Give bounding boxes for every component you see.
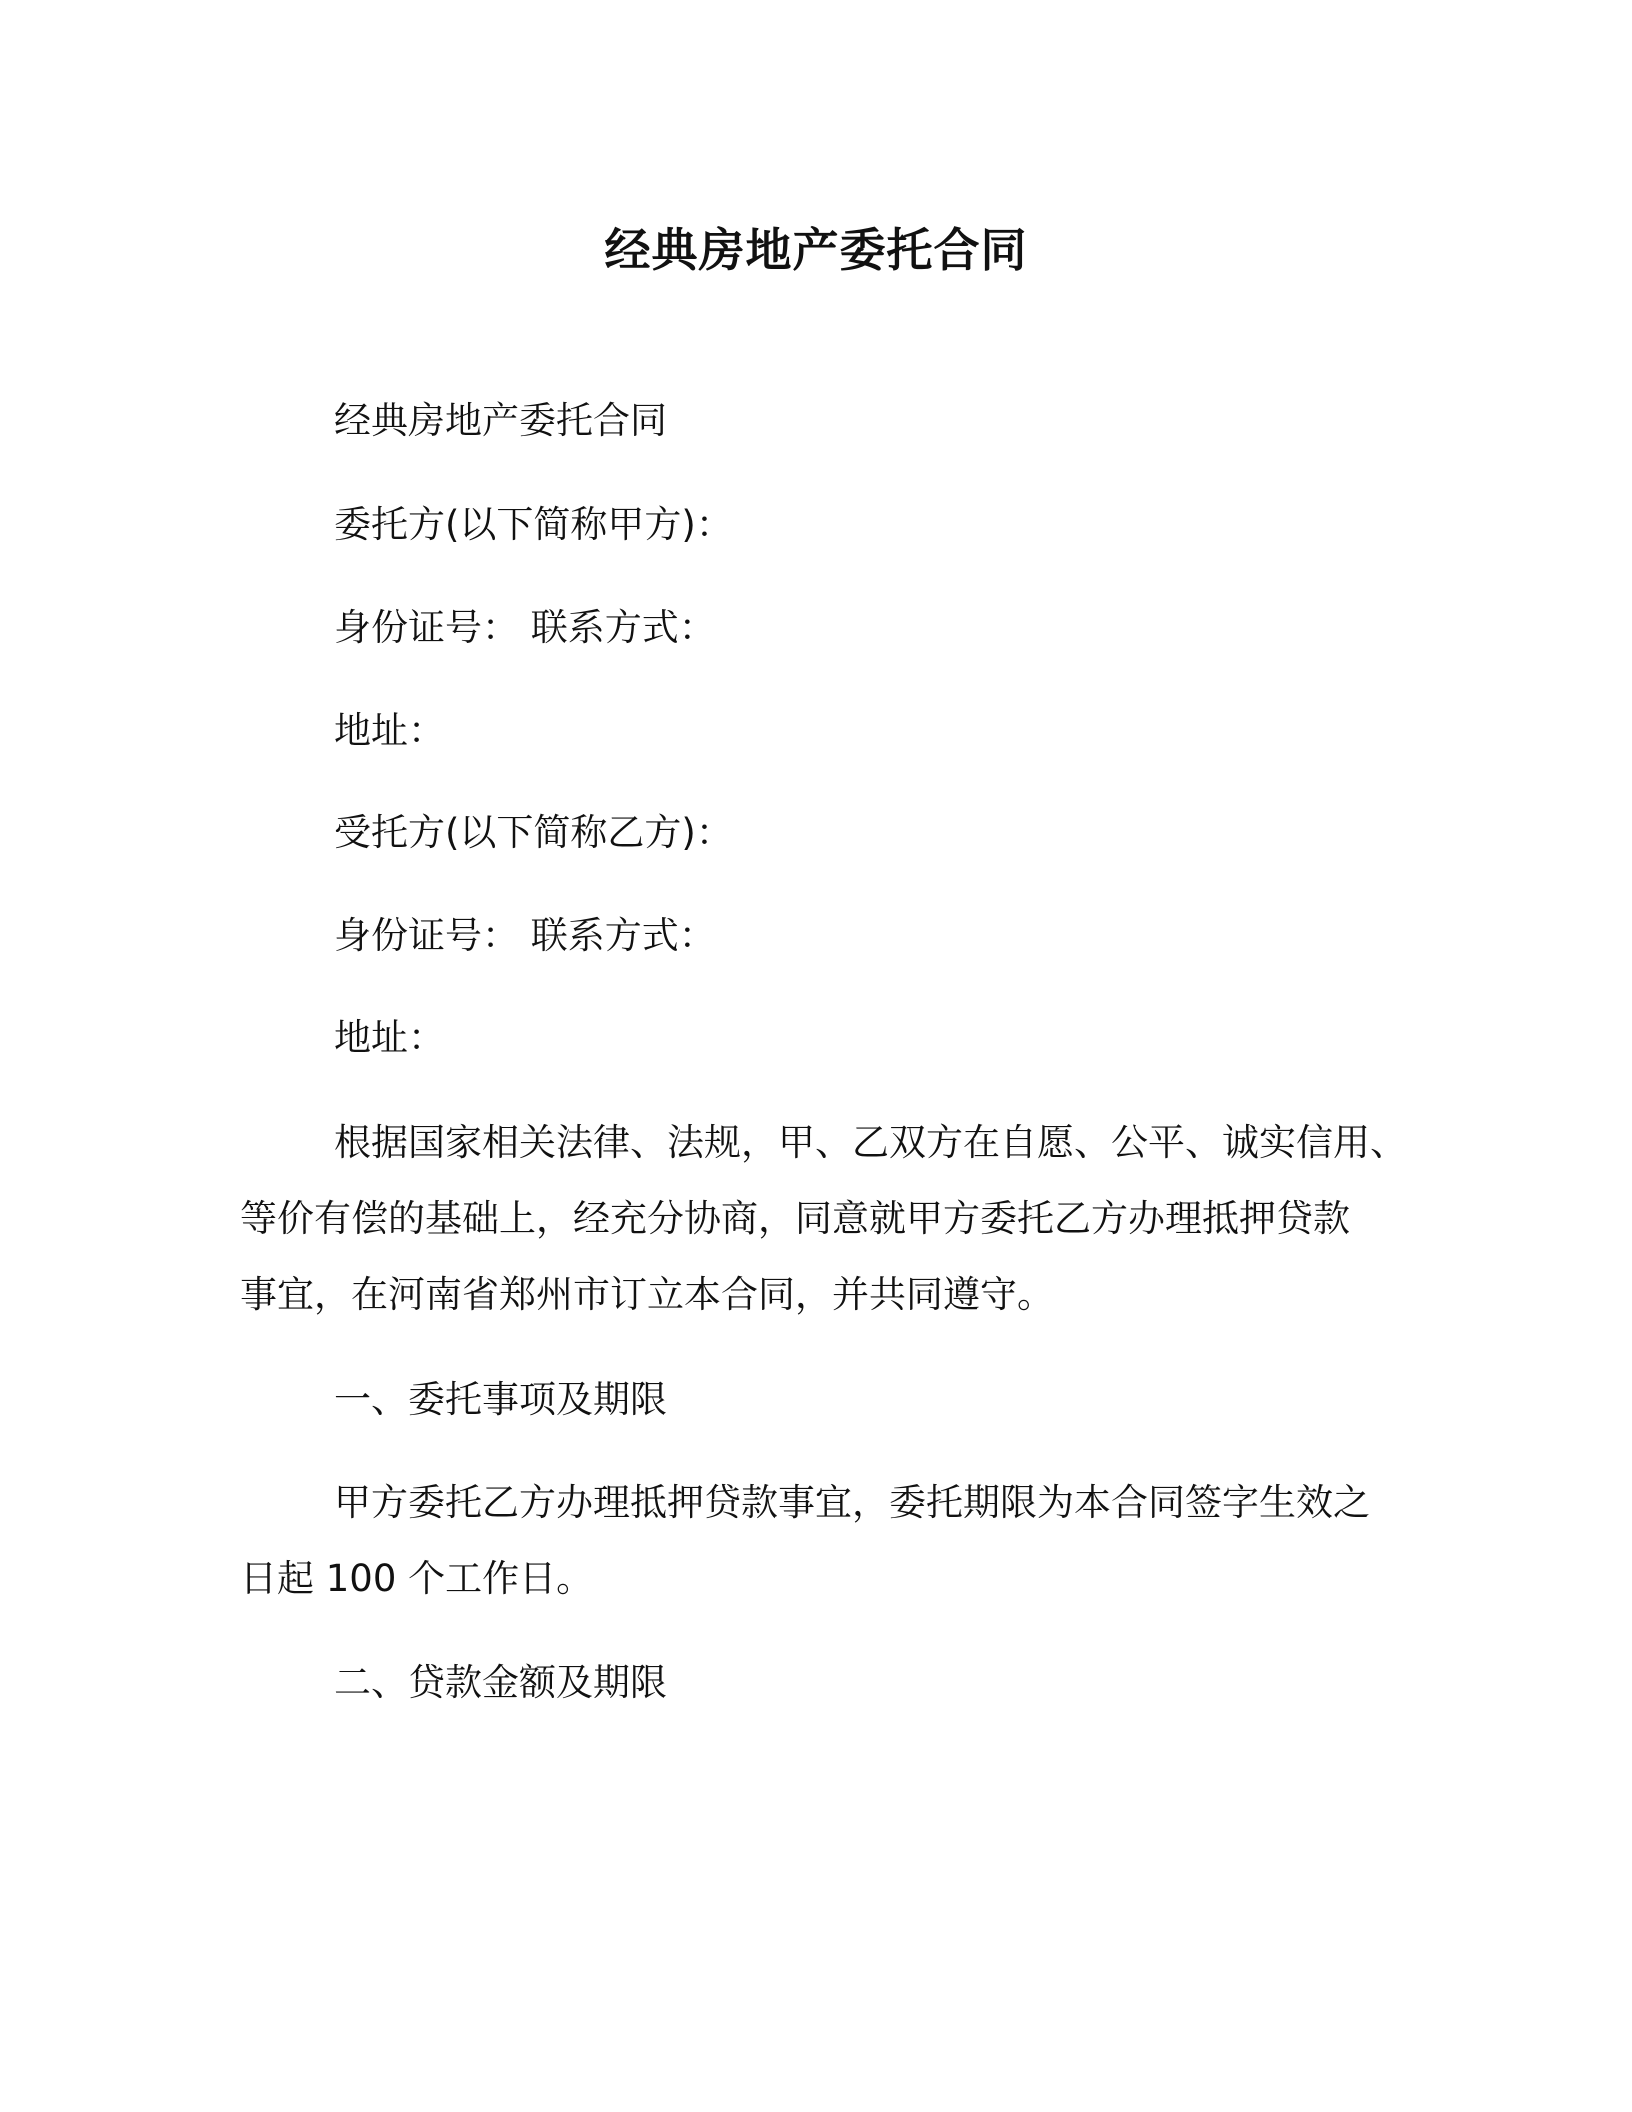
section-1-line-2: 日起 100 个工作日。 — [240, 1557, 594, 1600]
party-b-address: 地址： — [334, 1016, 445, 1059]
party-a-label: 委托方(以下简称甲方)： — [334, 503, 733, 546]
party-b-id-contact: 身份证号： 联系方式： — [334, 914, 716, 957]
section-1-line-1: 甲方委托乙方办理抵押贷款事宜，委托期限为本合同签字生效之 — [334, 1481, 1370, 1524]
party-a-address: 地址： — [334, 709, 445, 752]
preamble-line-2: 等价有偿的基础上，经充分协商，同意就甲方委托乙方办理抵押贷款 — [240, 1197, 1350, 1240]
party-a-id-contact: 身份证号： 联系方式： — [334, 606, 716, 649]
document-title: 经典房地产委托合同 — [604, 223, 1028, 277]
preamble-line-1: 根据国家相关法律、法规，甲、乙双方在自愿、公平、诚实信用、 — [334, 1121, 1407, 1164]
party-b-label: 受托方(以下简称乙方)： — [334, 811, 733, 854]
contract-heading: 经典房地产委托合同 — [334, 399, 667, 442]
section-1-heading: 一、委托事项及期限 — [334, 1378, 667, 1421]
preamble-line-3: 事宜，在河南省郑州市订立本合同，并共同遵守。 — [240, 1273, 1054, 1316]
section-2-heading: 二、贷款金额及期限 — [334, 1661, 667, 1704]
